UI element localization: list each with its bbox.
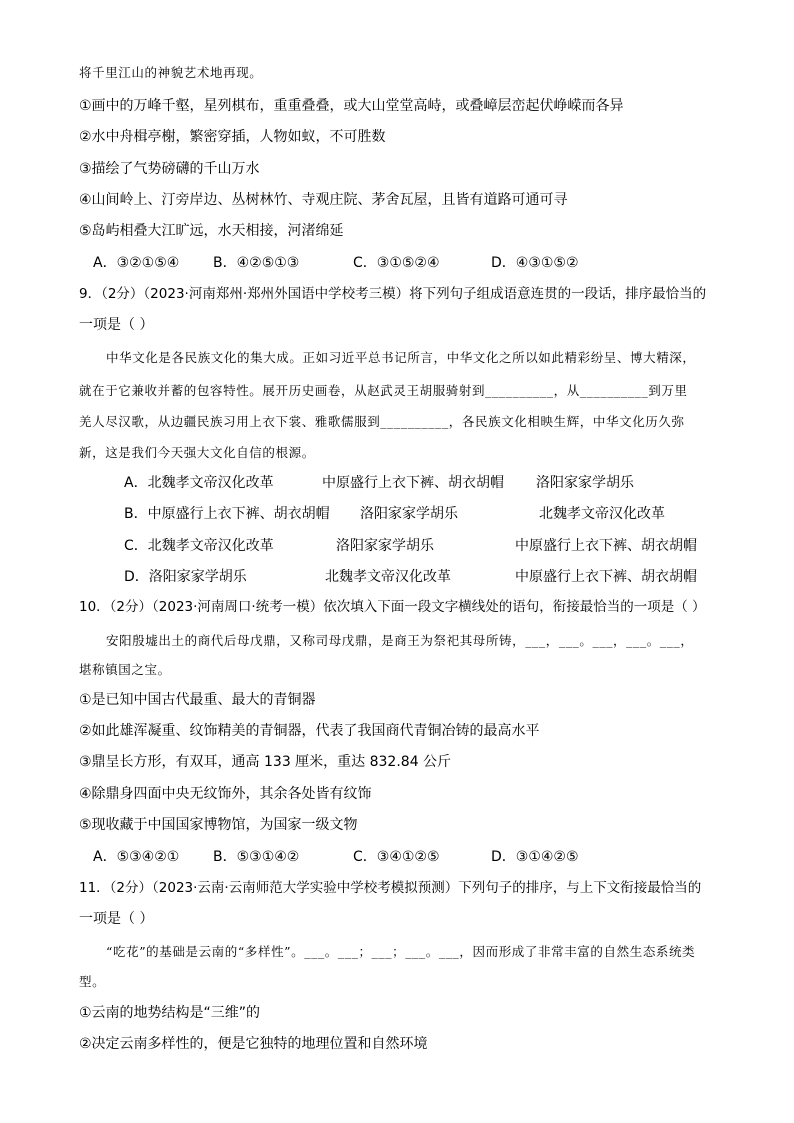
choice-a[interactable]: A．北魏孝文帝汉化改革 <box>124 475 274 491</box>
question-11-stem: 11．（2分）（2023·云南·云南师范大学实验中学校考模拟预测）下列句子的排序，与上下文衔接最恰当的 <box>79 880 702 896</box>
choice-c-part: 洛阳家家学胡乐 <box>336 538 434 554</box>
sentence-option: ①画中的万峰千壑，星列棋布，重重叠叠，或大山堂堂高峙，或叠嶂层峦起伏峥嵘而各异 <box>79 98 624 114</box>
choice-a[interactable]: A．③②①⑤④ <box>93 255 180 271</box>
sentence-option: ③描绘了气势磅礴的千山万水 <box>79 161 260 177</box>
choice-d[interactable]: D．洛阳家家学胡乐 <box>124 569 247 585</box>
choice-d[interactable]: D．③①④②⑤ <box>491 849 579 865</box>
choice-d[interactable]: D．④③①⑤② <box>491 255 579 271</box>
choice-b-part: 北魏孝文帝汉化改革 <box>539 506 665 522</box>
choice-c[interactable]: C．北魏孝文帝汉化改革 <box>124 538 274 554</box>
passage-text: 羌人尽汉歌，从边疆民族习用上衣下裳、雅歌儒服到__________，各民族文化相映生辉，中华文化历久弥 <box>79 414 685 429</box>
question-9-stem: 9．（2分）（2023·河南郑州·郑州外国语中学校考三模）将下列句子组成语意连贯的一段话，排序最恰当的 <box>79 286 707 302</box>
choice-c[interactable]: C．③④①②⑤ <box>353 849 440 865</box>
passage-text: 就在于它兼收并蓄的包容特性。展开历史画卷，从赵武灵王胡服骑射到__________，从__________到万里 <box>79 383 688 398</box>
choice-d-part: 中原盛行上衣下裤、胡衣胡帽 <box>515 569 697 585</box>
sentence-option: ⑤岛屿相叠大江旷远，水天相接，河渚绵延 <box>79 223 344 239</box>
question-11-stem: 一项是（ ） <box>79 911 154 927</box>
choice-a[interactable]: A．⑤③④②① <box>93 849 180 865</box>
choice-b[interactable]: B．⑤③①④② <box>213 849 300 865</box>
passage-text: 安阳殷墟出土的商代后母戊鼎，又称司母戊鼎，是商王为祭祀其母所铸，___，___。___，___。___， <box>106 633 694 648</box>
passage-text: 堪称镇国之宝。 <box>79 662 171 677</box>
sentence-option: ①是已知中国古代最重、最大的青铜器 <box>79 692 316 708</box>
choice-b[interactable]: B．中原盛行上衣下裤、胡衣胡帽 <box>124 506 330 522</box>
sentence-option: ②水中舟楫亭榭，繁密穿插，人物如蚁，不可胜数 <box>79 129 386 145</box>
passage-text: 新，这是我们今天强大文化自信的根源。 <box>79 445 315 460</box>
choice-b-part: 洛阳家家学胡乐 <box>360 506 458 522</box>
question-10-stem: 10．（2分）（2023·河南周口·统考一模）依次填入下面一段文字横线处的语句，衔接最恰当的一项是（ ） <box>79 599 706 615</box>
passage-text: “吃花”的基础是云南的“多样性”。___。___；___；___。___，因而形成了非常丰富的自然生态系统类 <box>106 944 696 959</box>
choice-d-part: 北魏孝文帝汉化改革 <box>325 569 451 585</box>
sentence-option: ②如此雄浑凝重、纹饰精美的青铜器，代表了我国商代青铜冶铸的最高水平 <box>79 723 540 739</box>
sentence-option: ⑤现收藏于中国国家博物馆，为国家一级文物 <box>79 817 358 833</box>
choice-b[interactable]: B．④②⑤①③ <box>213 255 300 271</box>
choice-c-part: 中原盛行上衣下裤、胡衣胡帽 <box>515 538 697 554</box>
sentence-option: ④山间岭上、汀旁岸边、丛树林竹、寺观庄院、茅舍瓦屋，且皆有道路可通可寻 <box>79 192 568 208</box>
choice-a-part: 中原盛行上衣下裤、胡衣胡帽 <box>322 475 504 491</box>
sentence-option: ③鼎呈长方形，有双耳，通高 133 厘米，重达 832.84 公斤 <box>79 754 452 770</box>
passage-text: 型。 <box>79 974 106 989</box>
question-9-stem: 一项是（ ） <box>79 317 154 333</box>
choice-a-part: 洛阳家家学胡乐 <box>536 475 634 491</box>
choice-c[interactable]: C．③①⑤②④ <box>353 255 440 271</box>
passage-text: 将千里江山的神貌艺术地再现。 <box>79 65 263 80</box>
passage-text: 中华文化是各民族文化的集大成。正如习近平总书记所言，中华文化之所以如此精彩纷呈、博大精深， <box>106 350 696 365</box>
sentence-option: ④除鼎身四面中央无纹饰外，其余各处皆有纹饰 <box>79 786 372 802</box>
sentence-option: ①云南的地势结构是“三维”的 <box>79 1005 261 1021</box>
sentence-option: ②决定云南多样性的，便是它独特的地理位置和自然环境 <box>79 1036 428 1052</box>
